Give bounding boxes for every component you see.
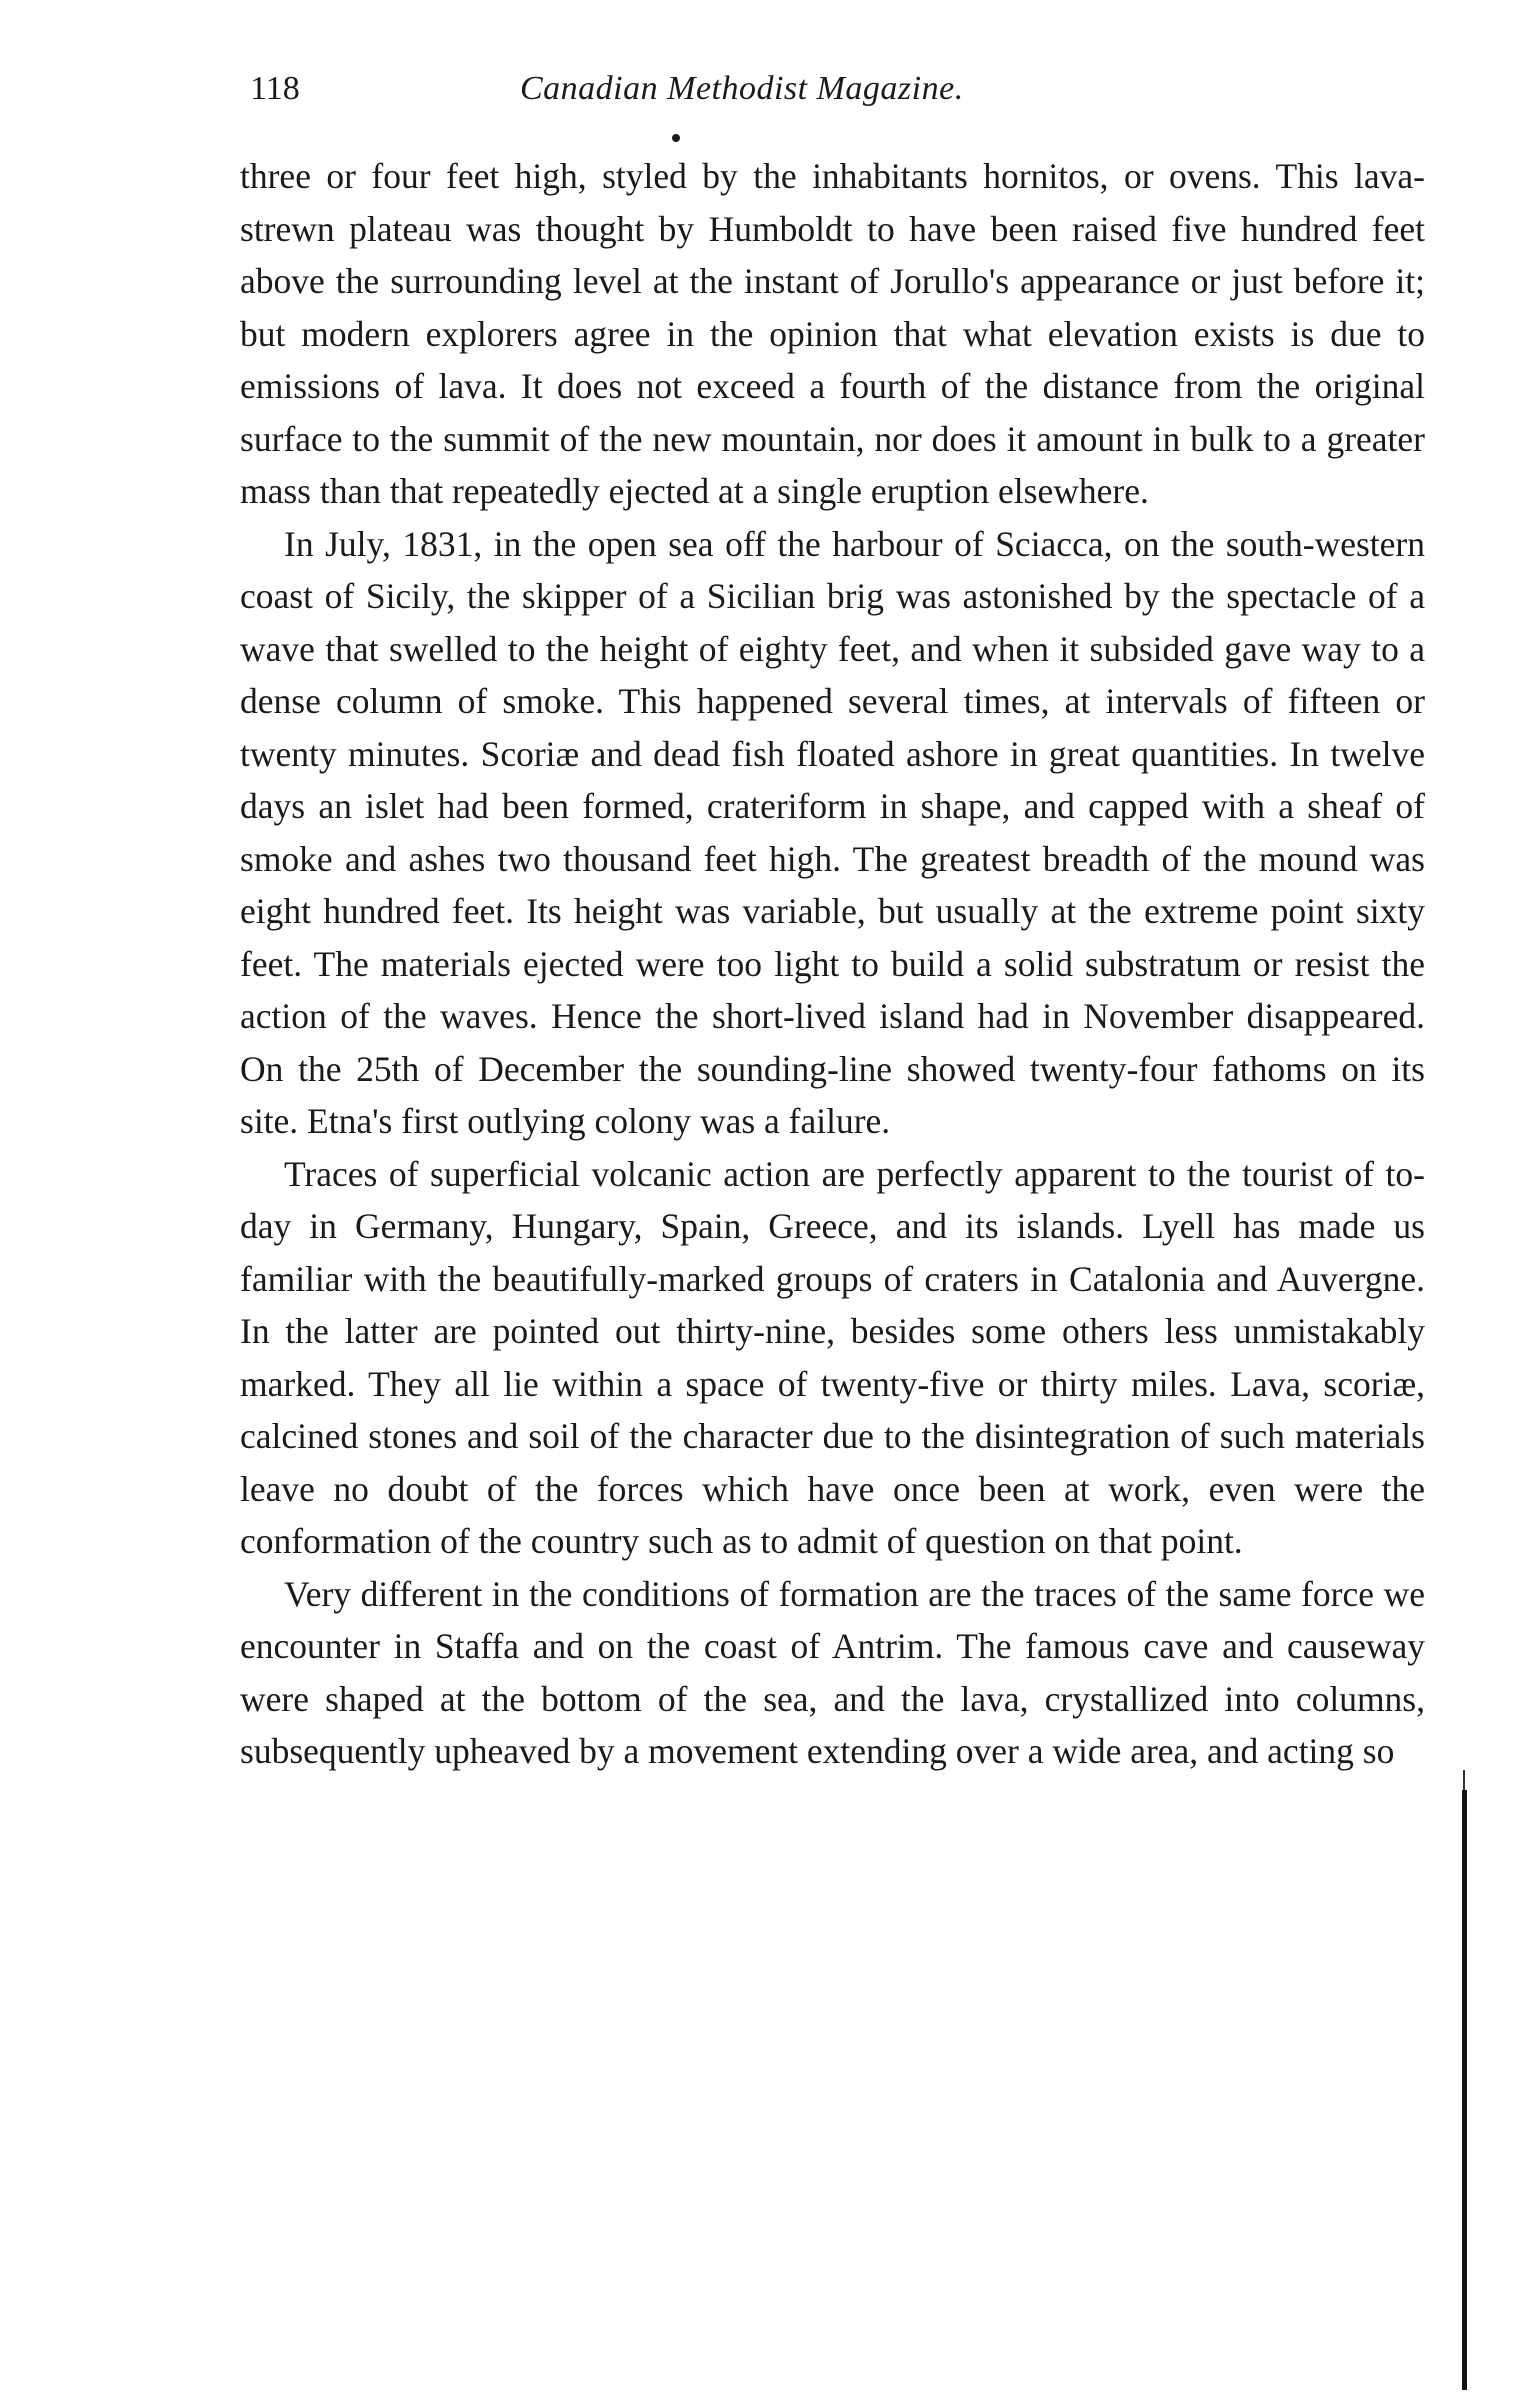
paragraph-4: Very different in the conditions of formation are the traces of the same force we encounter in Staffa and on the coast of Antrim. The famous cave and causeway were shaped at the bottom of the sea, and the lava, crystallized into columns, subsequently upheaved by a movement extending over a wide area, and acting so: [240, 1573, 1425, 1771]
header-ornament-dot: [672, 134, 680, 142]
page-header: [250, 62, 1430, 122]
paragraph-2: In July, 1831, in the open sea off the harbour of Sciacca, on the south-western coast of Sicily, the skipper of a Sicilian brig was astonished by the spectacle of a wave that swelled to the height of eighty feet, and when it subsided gave way to a dense column of smoke. This happened several times, at intervals of fifteen or twenty minutes. Scoriæ and dead fish floated ashore in great quantities. In twelve days an islet had been formed, crateriform in shape, and capped with a sheaf of smoke and ashes two thousand feet high. The greatest breadth of the mound was eight hundred feet. Its height was variable, but usually at the extreme point sixty feet. The materials ejected were too light to build a solid substratum or resist the action of the waves. Hence the short-lived island had in November disappeared. On the 25th of December the sounding-line showed twenty-four fathoms on its site. Etna's first outlying colony was a failure.: [240, 523, 1425, 1141]
page-number: 118: [250, 70, 300, 107]
paragraph-3: Traces of superficial volcanic action are perfectly apparent to the tourist of to-day in Germany, Hungary, Spain, Greece, and its islands. Lyell has made us familiar with the beautifully-marked groups of craters in Catalonia and Auvergne. In the latter are pointed out thirty-nine, besides some others less unmistakably marked. They all lie within a space of twenty-five or thirty miles. Lava, scoriæ, calcined stones and soil of the character due to the disintegration of such materials leave no doubt of the forces which have once been at work, even were the conformation of the country such as to admit of question on that point.: [240, 1153, 1425, 1561]
paragraph-1: three or four feet high, styled by the inhabitants hornitos, or ovens. This lava-strewn plateau was thought by Humboldt to have been raised five hundred feet above the surrounding level at the instant of Jorullo's appearance or just before it; but modern explorers agree in the opinion that what elevation exists is due to emissions of lava. It does not exceed a fourth of the distance from the original surface to the summit of the new mountain, nor does it amount in bulk to a greater mass than that repeatedly ejected at a single eruption elsewhere.: [240, 156, 1425, 511]
running-title: Canadian Methodist Magazine.: [520, 70, 964, 107]
scan-margin-bar: [1462, 1790, 1467, 2390]
body-text: [240, 150, 1425, 1778]
